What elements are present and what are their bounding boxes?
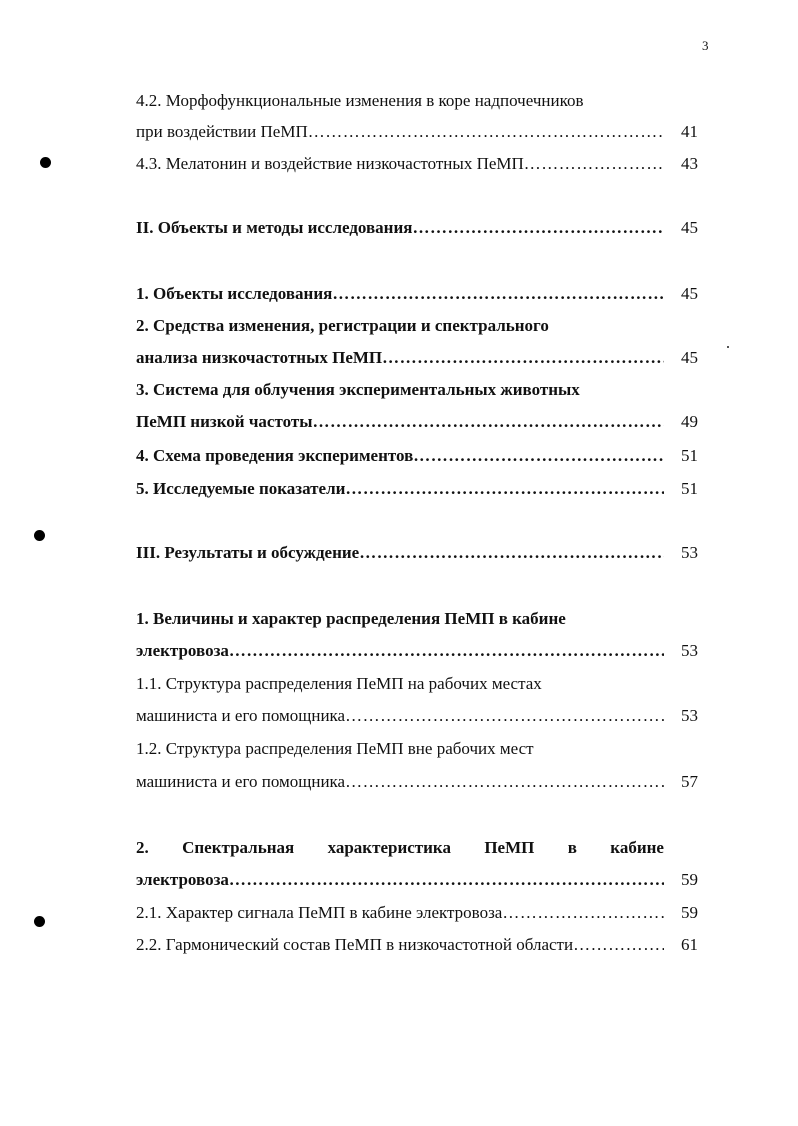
toc-entry-4-3 <box>136 153 664 175</box>
toc-entry-text: 2.1. Характер сигнала ПеМП в кабине электровоза <box>136 903 503 922</box>
toc-entry-2-1 <box>136 902 664 924</box>
toc-entry-text: 1. Объекты исследования <box>136 284 333 303</box>
heading-word: 2. <box>136 838 149 857</box>
toc-entry-text: 5. Исследуемые показатели <box>136 479 346 498</box>
toc-entry-text: II. Объекты и методы исследования <box>136 218 413 237</box>
binder-hole-mark <box>34 530 45 541</box>
toc-entry-ii-1 <box>136 283 664 305</box>
justified-heading <box>136 837 664 859</box>
dot-leader <box>345 478 664 500</box>
toc-entry-text: ПеМП низкой частоты <box>136 412 313 431</box>
binder-hole-mark <box>34 916 45 927</box>
toc-entry-section-ii <box>136 217 664 239</box>
toc-page-number: 41 <box>681 122 698 141</box>
dot-leader <box>229 869 664 891</box>
binder-hole-mark <box>40 157 51 168</box>
toc-entry-text: машиниста и его помощника <box>136 706 346 725</box>
toc-entry-text: электровоза <box>136 641 229 660</box>
toc-entry-ii-3-line2 <box>136 411 664 433</box>
heading-word: ПеМП <box>484 838 535 857</box>
heading-word: кабине <box>610 838 664 857</box>
toc-entry-text: 2.2. Гармонический состав ПеМП в низкочастотной области <box>136 935 574 954</box>
toc-page-number: 53 <box>681 543 698 562</box>
dot-leader <box>382 347 664 369</box>
toc-entry-1-1-line2 <box>136 705 664 727</box>
toc-page-number: 49 <box>681 412 698 431</box>
dot-leader <box>312 411 664 433</box>
toc-page-number: 45 <box>681 218 698 237</box>
toc-page-number: 53 <box>681 641 698 660</box>
dot-leader <box>413 445 664 467</box>
toc-entry-iii-2-line1 <box>136 837 664 861</box>
toc-page-number: 57 <box>681 772 698 791</box>
page-number: 3 <box>702 38 709 53</box>
toc-entry-text: машиниста и его помощника <box>136 772 346 791</box>
toc-entry-ii-4 <box>136 445 664 467</box>
heading-word: характеристика <box>327 838 451 857</box>
dot-leader <box>345 705 664 727</box>
toc-entry-1-1-line1: 1.1. Структура распределения ПеМП на рабочих местах <box>136 674 542 693</box>
toc-entry-ii-2-line1: 2. Средства изменения, регистрации и спектрального <box>136 316 549 335</box>
toc-page-number: 45 <box>681 284 698 303</box>
dot-leader <box>524 153 664 175</box>
heading-word: в <box>567 838 577 857</box>
scan-speck <box>727 346 729 348</box>
dot-leader <box>359 542 664 564</box>
dot-leader <box>502 902 664 924</box>
toc-entry-iii-1-line1: 1. Величины и характер распределения ПеМП в кабине <box>136 609 566 628</box>
toc-entry-ii-3-line1: 3. Система для облучения экспериментальных животных <box>136 380 580 399</box>
toc-entry-text: 4. Схема проведения экспериментов <box>136 446 414 465</box>
toc-entry-text: III. Результаты и обсуждение <box>136 543 360 562</box>
dot-leader <box>573 934 664 956</box>
toc-page-number: 45 <box>681 348 698 367</box>
toc-entry-iii-1-line2 <box>136 640 664 662</box>
toc-page-number: 59 <box>681 903 698 922</box>
toc-entry-iii-2-line2 <box>136 869 664 891</box>
toc-page-number: 43 <box>681 154 698 173</box>
toc-entry-2-2 <box>136 934 664 956</box>
toc-entry-text: при воздействии ПеМП <box>136 122 308 141</box>
toc-entry-text: электровоза <box>136 870 229 889</box>
dot-leader <box>308 121 664 143</box>
toc-entry-4-2-line1: 4.2. Морфофункциональные изменения в коре надпочечников <box>136 91 584 110</box>
toc-entry-1-2-line1: 1.2. Структура распределения ПеМП вне рабочих мест <box>136 739 534 758</box>
toc-entry-ii-2-line2 <box>136 347 664 369</box>
toc-page-number: 61 <box>681 935 698 954</box>
toc-entry-ii-5 <box>136 478 664 500</box>
toc-page-number: 51 <box>681 446 698 465</box>
toc-entry-section-iii <box>136 542 664 564</box>
toc-page-number: 59 <box>681 870 698 889</box>
dot-leader <box>229 640 664 662</box>
toc-page-number: 51 <box>681 479 698 498</box>
toc-entry-text: 4.3. Мелатонин и воздействие низкочастотных ПеМП <box>136 154 524 173</box>
dot-leader <box>332 283 664 305</box>
toc-entry-1-2-line2 <box>136 771 664 793</box>
toc-entry-text: анализа низкочастотных ПеМП <box>136 348 383 367</box>
toc-entry-4-2-line2 <box>136 121 664 143</box>
heading-word: Спектральная <box>182 838 295 857</box>
dot-leader <box>345 771 664 793</box>
dot-leader <box>412 217 664 239</box>
toc-page-number: 53 <box>681 706 698 725</box>
